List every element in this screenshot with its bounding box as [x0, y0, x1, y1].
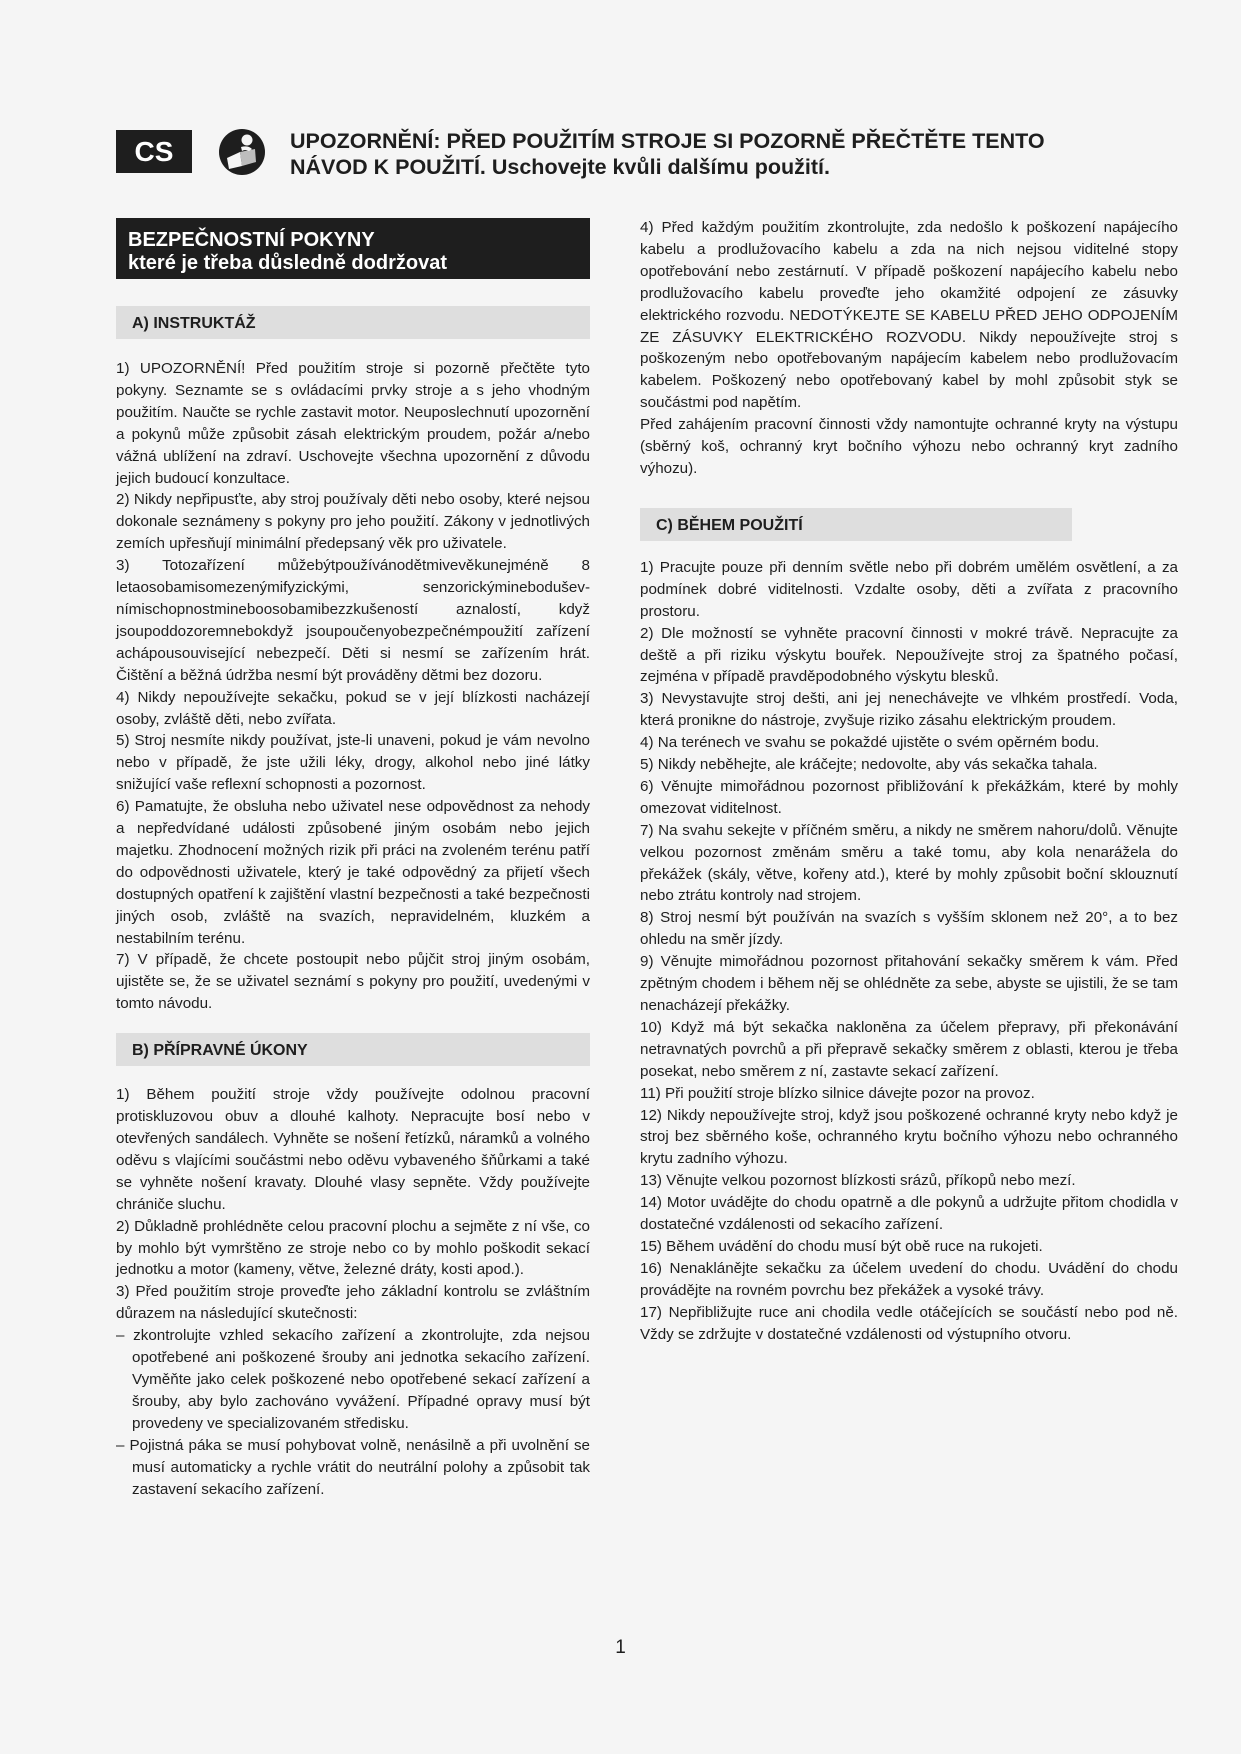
section-a-item: 1) UPOZORNĚNÍ! Před použitím stroje si pozorně přečtěte tyto pokyny. Seznamte se s ovládacími prvky stroje a s jeho vhodným použitím. Naučte se rychle zastavit motor. Neuposlechnutí upozornění a pokynů může způsobit zásah elektrickým proudem, požár a/nebo vážná ublížení na zdraví. Uschovejte všechna upozornění z důvodu jejich budoucí konzultace. — [116, 360, 590, 487]
section-c-item: 8) Stroj nesmí být používán na svazích s vyšším sklonem než 20°, a to bez ohledu na směr jízdy. — [640, 909, 1178, 949]
section-b-item: 3) Před použitím stroje proveďte jeho základní kontrolu se zvláštním důrazem na následující skutečnosti: — [116, 1283, 590, 1323]
section-c-item: 7) Na svahu sekejte v příčném směru, a nikdy ne směrem nahoru/dolů. Věnujte velkou pozornost změnám směru a také tomu, aby kola nenarážela do překážek (skály, větve, kořeny atd.), které by mohly způsobit boční sklouznutí nebo ztrátu kontroly nad strojem. — [640, 821, 1178, 905]
warning-heading-line2: NÁVOD K POUŽITÍ. Uschovejte kvůli dalšímu použití. — [290, 155, 830, 179]
section-c-item: 17) Nepřibližujte ruce ani chodila vedle otáčejících se součástí nebo pod ně. Vždy se zdržujte v dostatečné vzdálenosti od výstupního otvoru. — [640, 1303, 1178, 1343]
section-c-heading: C) BĚHEM POUŽITÍ — [640, 508, 1072, 541]
section-b-heading: B) PŘÍPRAVNÉ ÚKONY — [116, 1033, 590, 1066]
section-a-item: 6) Pamatujte, že obsluha nebo uživatel nese odpovědnost za nehody a nepředvídané události způsobené jiným osobám nebo jejich majetku. Zhodnocení možných rizik při práci na zvoleném terénu patří do odpovědnosti uživatele, který je také odpovědný za přijetí všech dostupných opatření k zajištění vlastní bezpečnosti a také bezpečnosti jiných osob, zvláště na svazích, nepravidelném, kluzkém a nestabilním terénu. — [116, 798, 590, 947]
section-c-item: 6) Věnujte mimořádnou pozornost přibližování k překážkám, které by mohly omezovat viditelnost. — [640, 777, 1178, 817]
section-a-heading: A) INSTRUKTÁŽ — [116, 306, 590, 339]
warning-heading — [290, 128, 1110, 180]
section-c-item: 14) Motor uvádějte do chodu opatrně a dle pokynů a udržujte přitom chodidla v dostatečné vzdálenosti od sekacího zařízení. — [640, 1194, 1178, 1234]
section-c-item: 15) Během uvádění do chodu musí být obě ruce na rukojeti. — [640, 1237, 1043, 1255]
section-a-text — [116, 358, 590, 1015]
section-a-item: 2) Nikdy nepřipusťte, aby stroj používaly děti nebo osoby, které nejsou dokonale seznámeny s pokyny pro jeho použití. Zákony v jednotlivých zemích upřesňují minimální předepsaný věk pro uživatele. — [116, 491, 590, 553]
section-c-item: 16) Nenaklánějte sekačku za účelem uvedení do chodu. Uvádění do chodu provádějte na rovném povrchu bez překážek a vysoké trávy. — [640, 1259, 1178, 1299]
read-manual-icon — [218, 128, 266, 176]
section-b-bullet: – Pojistná páka se musí pohybovat volně, nenásilně a při uvolnění se musí automaticky a rychle vrátit do neutrální polohy a způsobit tak zastavení sekacího zařízení. — [116, 1436, 590, 1498]
page-number: 1 — [615, 1637, 626, 1658]
section-c-item: 12) Nikdy nepoužívejte stroj, když jsou poškozené ochranné kryty nebo když je stroj bez sběrného koše, ochranného krytu bočního výhozu nebo ochranného krytu zadního výhozu. — [640, 1106, 1178, 1168]
section-b-bullet: – zkontrolujte vzhled sekacího zařízení a zkontrolujte, zda nejsou opotřebené ani poškozené šrouby ani jednotka sekacího zařízení. Vyměňte jako celek poškozené nebo opotřebené sekací zařízení a šrouby, aby bylo zachováno vyvážení. Případné opravy musí být provedeny ve specializovaném středisku. — [116, 1327, 590, 1432]
section-c-text — [640, 557, 1178, 1346]
right-column — [640, 217, 1178, 1346]
warning-heading-line1: UPOZORNĚNÍ: PŘED POUŽITÍM STROJE SI POZORNĚ PŘEČTĚTE TENTO — [290, 129, 1045, 153]
section-c-item: 4) Na terénech ve svahu se pokaždé ujistěte o svém opěrném bodu. — [640, 734, 1100, 752]
safety-subtitle: které je třeba důsledně dodržovat — [128, 252, 447, 274]
safety-title: BEZPEČNOSTNÍ POKYNY — [128, 229, 375, 251]
safety-instructions-header — [116, 218, 590, 279]
left-column — [116, 218, 590, 1500]
section-a-item: 3) Totozařízení můžebýtpoužívánodětmivevěkunejméně 8 letaosobamisomezenýmifyzickými, senzorickýmineboduševnímischopnostmineboosobamibezzkušeností aznalostí, když jsoupoddozoremnebokdyž jsoupoučenyobezpečnémpoužití zařízení achápousouvisející nebezpečí. Děti si nesmí se zařízením hrát. Čištění a běžná údržba nesmí být prováděny dětmi bez dozoru. — [116, 557, 590, 684]
section-c-item: 9) Věnujte mimořádnou pozornost přitahování sekačky směrem k vám. Před zpětným chodem i během něj se ohlédněte za sebe, abyste se ujistili, že se tam nenacházejí překážky. — [640, 953, 1178, 1014]
section-c-item: 3) Nevystavujte stroj dešti, ani jej nenechávejte ve vlhkém prostředí. Voda, která pronikne do nástroje, zvyšuje riziko zásahu elektrickým proudem. — [640, 690, 1178, 730]
section-a-item: 5) Stroj nesmíte nikdy používat, jste-li unaveni, pokud je vám nevolno nebo v případě, že jste užili léky, drogy, alkohol nebo jiné látky snižující vaše reflexní schopnosti a pozornost. — [116, 732, 590, 794]
section-a-item: 4) Nikdy nepoužívejte sekačku, pokud se v její blízkosti nacházejí osoby, zvláště děti, nebo zvířata. — [116, 688, 590, 728]
section-b-text — [116, 1084, 590, 1500]
section-c-item: 2) Dle možností se vyhněte pracovní činnosti v mokré trávě. Nepracujte za deště a při riziku výskytu bouřek. Nepoužívejte stroj za špatného počasí, zejména v případě pravděpodobného výskytu blesků. — [640, 624, 1178, 686]
section-c-item: 11) Při použití stroje blízko silnice dávejte pozor na provoz. — [640, 1084, 1035, 1102]
section-a-continued-text — [640, 217, 1178, 480]
continued-item: Před zahájením pracovní činnosti vždy namontujte ochranné kryty na výstupu (sběrný koš, ochranný kryt bočního výhozu nebo ochranný kryt zadního výhozu). — [640, 416, 1178, 477]
language-badge: CS — [116, 130, 192, 173]
section-a-item: 7) V případě, že chcete postoupit nebo půjčit stroj jiným osobám, ujistěte se, že se uživatel seznámí s pokyny pro použití, uvedenými v tomto návodu. — [116, 951, 590, 1013]
section-c-item: 1) Pracujte pouze při denním světle nebo při dobrém umělém osvětlení, a za podmínek dobré viditelnosti. Vzdalte osoby, děti a zvířata z pracovního prostoru. — [640, 558, 1178, 620]
section-c-item: 5) Nikdy neběhejte, ale kráčejte; nedovolte, aby vás sekačka tahala. — [640, 756, 1098, 774]
section-c-item: 13) Věnujte velkou pozornost blízkosti srázů, příkopů nebo mezí. — [640, 1172, 1076, 1190]
continued-item: 4) Před každým použitím zkontrolujte, zda nedošlo k poškození napájecího kabelu a prodlužovacího kabelu a zda na nich nejsou viditelné stopy opotřebování nebo zestárnutí. V případě poškození napájecího kabelu nebo prodlužovacího kabelu proveďte jeho okamžité odpojení ze zásuvky elektrického rozvodu. NEDOTÝKEJTE SE KABELU PŘED JEHO ODPOJENÍM ZE ZÁSUVKY ELEKTRICKÉHO ROZVODU. Nikdy nepoužívejte stroj s poškozeným nebo opotřebovaným napájecím kabelem nebo prodlužovacím kabelem. Poškozený nebo opotřebovaný kabel by mohl způsobit styk se součástmi pod napětím. — [640, 219, 1178, 412]
section-b-item: 1) Během použití stroje vždy používejte odolnou pracovní protiskluzovou obuv a dlouhé kalhoty. Nepracujte bosí nebo v otevřených sandálech. Vyhněte se nošení řetízků, náramků a volného oděvu s vlajícími součástmi nebo oděvu vybaveného šňůrkami a také se vyhněte nošení kravaty. Dlouhé vlasy sepněte. Vždy používejte chrániče sluchu. — [116, 1086, 590, 1213]
section-c-item: 10) Když má být sekačka nakloněna za účelem přepravy, při překonávání netravnatých povrchů a při přepravě sekačky směrem z oblasti, kterou je třeba posekat, nebo směrem z ní, zastavte sekací zařízení. — [640, 1018, 1178, 1080]
section-b-item: 2) Důkladně prohlédněte celou pracovní plochu a sejměte z ní vše, co by mohlo být vymrštěno ze stroje nebo co by mohlo poškodit sekací jednotku a motor (kameny, větve, železné dráty, kosti apod.). — [116, 1217, 590, 1279]
